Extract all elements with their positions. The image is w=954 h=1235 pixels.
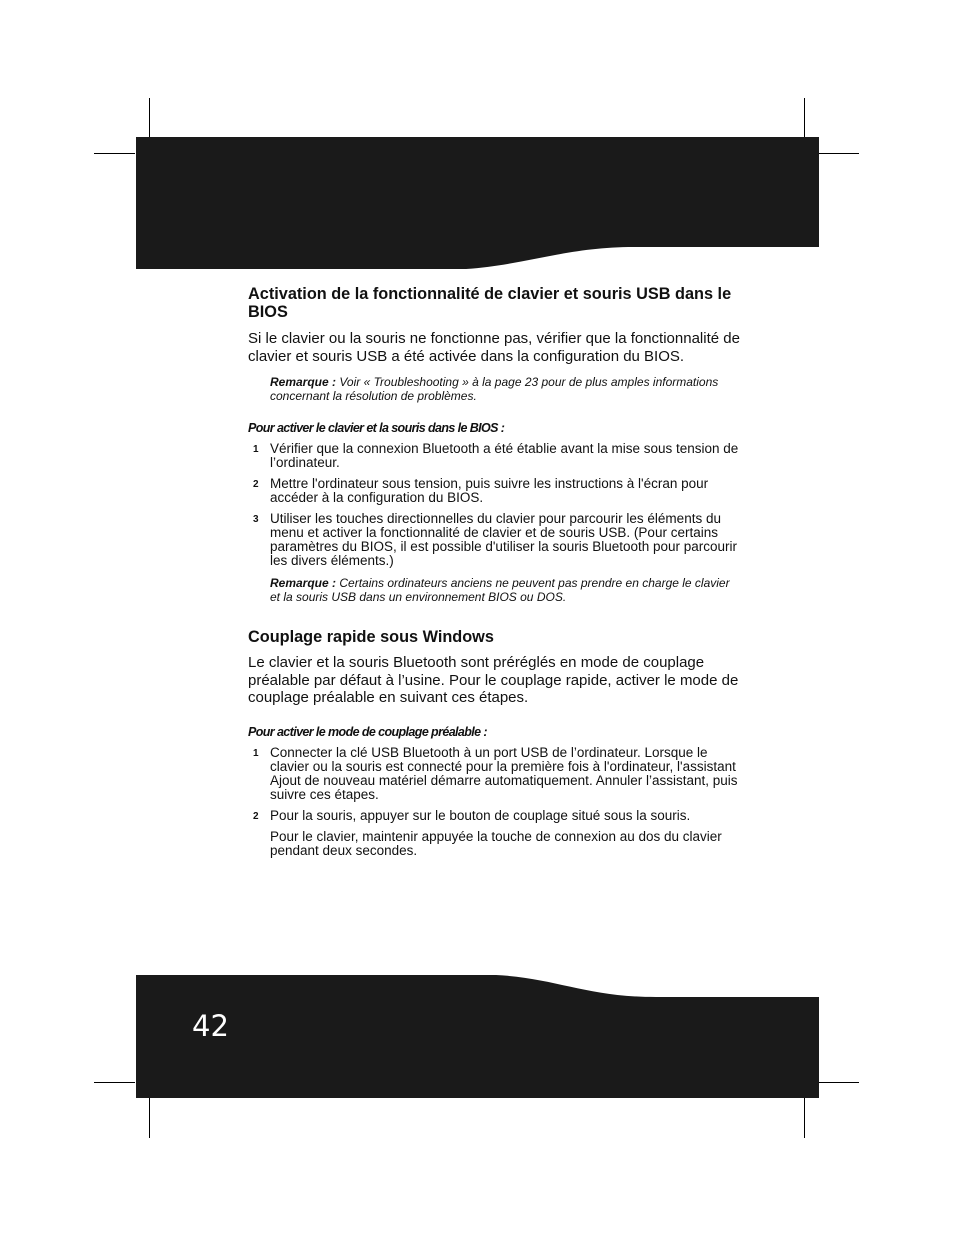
list-item bbox=[248, 477, 740, 505]
step-number: 2 bbox=[253, 810, 259, 822]
step-number: 1 bbox=[253, 444, 259, 455]
step-text: Connecter la clé USB Bluetooth à un port USB de l’ordinateur. Lorsque le clavier ou la souris est connecté pour la première fois à l'ordinateur, l'assistant Ajout de nouveau matériel démarre automatiquement. Annuler l’assistant, puis suivre ces étapes. bbox=[270, 744, 738, 802]
crop-mark-bottom-right-vertical bbox=[804, 1097, 805, 1138]
note-text: Voir « Troubleshooting » à la page 23 pour de plus amples informations concernant la résolution de problèmes. bbox=[270, 375, 719, 403]
crop-mark-top-left-vertical bbox=[149, 98, 150, 139]
section-title-bios: Activation de la fonctionnalité de clavier et souris USB dans le BIOS bbox=[248, 285, 732, 321]
list-item bbox=[248, 809, 740, 823]
note-label: Remarque : bbox=[270, 576, 337, 590]
crop-mark-bottom-left-horizontal bbox=[94, 1082, 135, 1083]
step-number: 3 bbox=[253, 514, 259, 525]
header-band bbox=[136, 137, 819, 269]
page-number: 42 bbox=[192, 1009, 229, 1043]
section-title-quick-pairing: Couplage rapide sous Windows bbox=[248, 628, 494, 646]
step-number: 1 bbox=[253, 747, 259, 759]
note-label: Remarque : bbox=[270, 375, 337, 389]
procedure-title-pairing: Pour activer le mode de couplage préalable : bbox=[248, 724, 487, 739]
crop-mark-bottom-left-vertical bbox=[149, 1097, 150, 1138]
page-content bbox=[248, 285, 740, 858]
crop-mark-bottom-right-horizontal bbox=[818, 1082, 859, 1083]
procedure-title-bios: Pour activer le clavier et la souris dans le BIOS : bbox=[248, 421, 505, 435]
crop-mark-top-right-vertical bbox=[804, 98, 805, 139]
step-text: Pour la souris, appuyer sur le bouton de couplage situé sous la souris. bbox=[270, 807, 691, 823]
step-continuation: Pour le clavier, maintenir appuyée la touche de connexion au dos du clavier pendant deux secondes. bbox=[270, 828, 722, 858]
section-intro-bios: Si le clavier ou la souris ne fonctionne pas, vérifier que la fonctionnalité de clavier et souris USB a été activée dans la configuration du BIOS. bbox=[248, 330, 740, 365]
footer-band bbox=[136, 975, 819, 1098]
step-text: Utiliser les touches directionnelles du clavier pour parcourir les éléments du menu et activer la fonctionnalité de clavier et de souris USB. (Pour certains paramètres du BIOS, il est possible d'utiliser la souris Bluetooth pour parcourir les divers éléments.) bbox=[270, 511, 738, 568]
note-text: Certains ordinateurs anciens ne peuvent pas prendre en charge le clavier et la souris USB dans un environnement BIOS ou DOS. bbox=[270, 576, 730, 604]
crop-mark-top-left-horizontal bbox=[94, 153, 135, 154]
step-number: 2 bbox=[253, 479, 259, 490]
note-troubleshooting bbox=[270, 375, 740, 403]
steps-list-pairing bbox=[248, 746, 740, 823]
steps-list-bios bbox=[248, 442, 740, 568]
section-intro-quick-pairing: Le clavier et la souris Bluetooth sont préréglés en mode de couplage préalable par défaut à l’usine. Pour le couplage rapide, activer le mode de couplage préalable en suivant ces étapes. bbox=[248, 654, 739, 706]
list-item bbox=[248, 746, 740, 802]
note-legacy-computers bbox=[270, 576, 740, 604]
list-item bbox=[248, 442, 740, 470]
crop-mark-top-right-horizontal bbox=[818, 153, 859, 154]
step-text: Vérifier que la connexion Bluetooth a été établie avant la mise sous tension de l’ordinateur. bbox=[270, 441, 739, 470]
step-text: Mettre l'ordinateur sous tension, puis suivre les instructions à l'écran pour accéder à la configuration du BIOS. bbox=[270, 476, 709, 505]
list-item bbox=[248, 512, 740, 568]
